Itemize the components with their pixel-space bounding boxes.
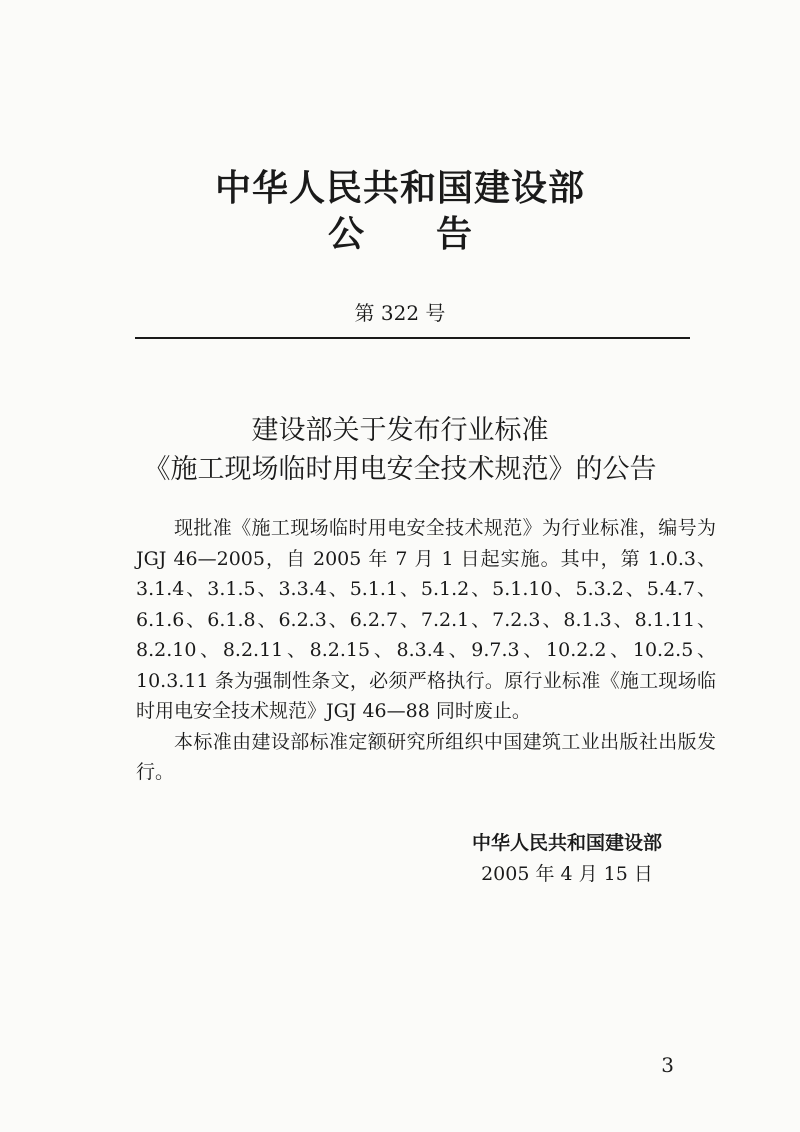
body-paragraph-2: 本标准由建设部标准定额研究所组织中国建筑工业出版社出版发行。	[136, 730, 716, 783]
page-number: 3	[661, 1053, 674, 1077]
horizontal-rule	[135, 337, 690, 339]
announcement-title: 公告	[327, 214, 544, 255]
body-paragraph-1: 现批准《施工现场临时用电安全技术规范》为行业标准，编号为 JGJ 46—2005，自 2005 年 7 月 1 日起实施。其中，第 1.0.3、3.1.4、3.1.5、3.3.4、5.1.1、5.1.2、5.1.10、5.3.2、5.4.7、6.1.6、6.1.8、6.2.3、6.2.7、7.2.1、7.2.3、8.1.3、8.1.11、8.2.10、8.2.11、8.2.15、8.3.4、9.7.3、10.2.2、10.2.5、10.3.11 条为强制性条文，必须严格执行。原行业标准《施工现场临时用电安全技术规范》JGJ 46—88 同时废止。	[136, 517, 716, 722]
subject-line-1: 建设部关于发布行业标准	[251, 415, 549, 446]
subject-line-2: 《施工现场临时用电安全技术规范》的公告	[143, 454, 657, 485]
signature-organization: 中华人民共和国建设部	[471, 832, 662, 854]
announcement-number: 第 322 号	[354, 301, 446, 325]
signature-date: 2005 年 4 月 15 日	[481, 862, 653, 885]
signature-block	[472, 828, 662, 889]
ministry-title: 中华人民共和国建设部	[214, 168, 585, 209]
announcement-body	[136, 513, 716, 788]
